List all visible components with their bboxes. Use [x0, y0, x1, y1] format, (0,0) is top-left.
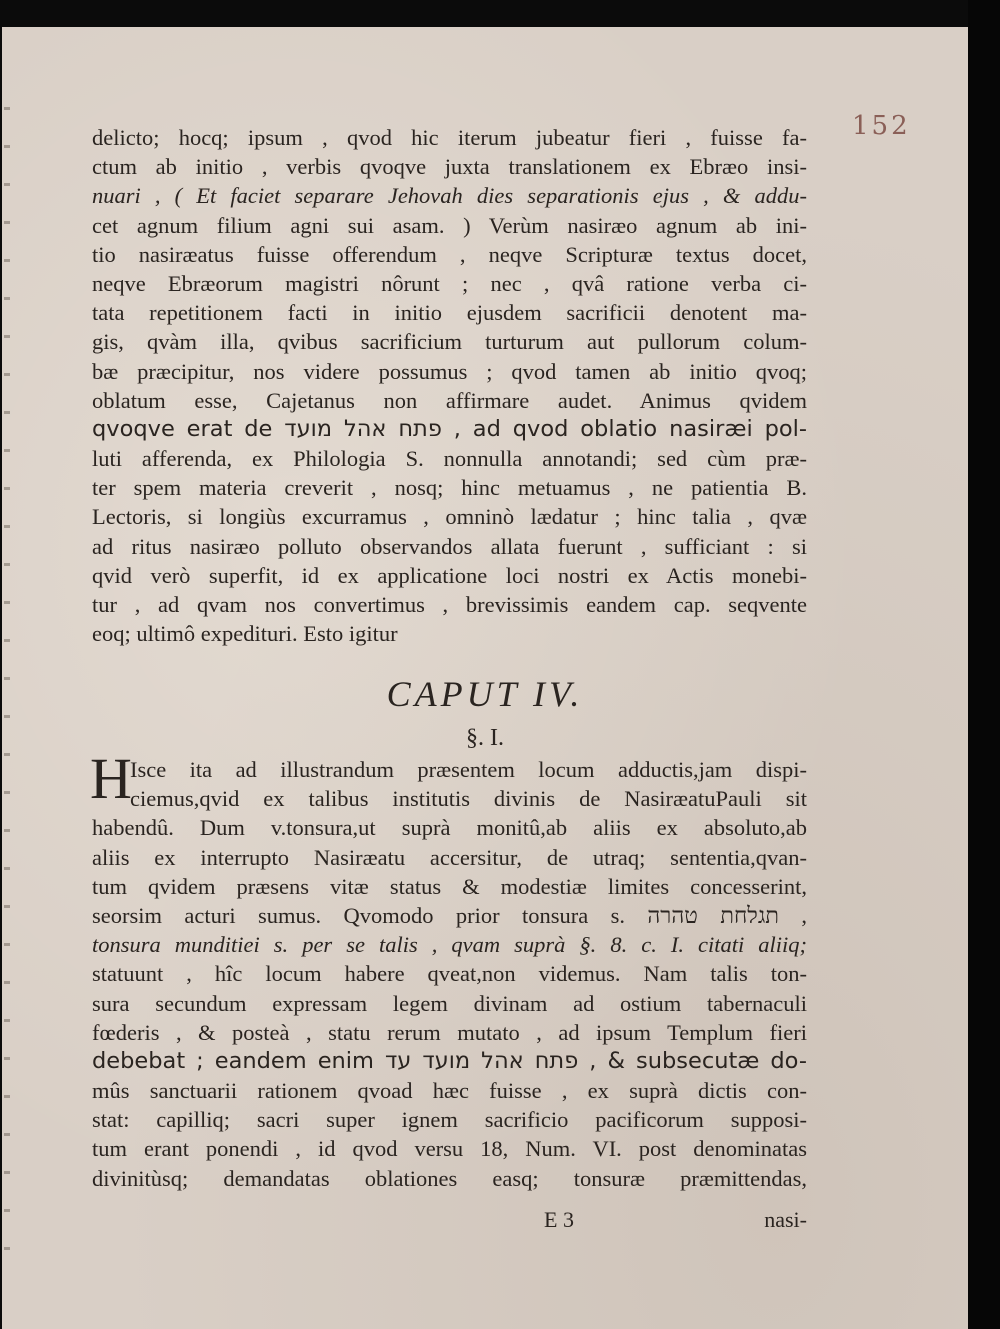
text-line: stat: capilliq; sacri super ignem sacrificio pacificorum supposi- [92, 1107, 807, 1133]
drop-cap: H [90, 746, 132, 811]
text-line: neqve Ebræorum magistri nôrunt ; nec , qvâ ratione verba ci- [92, 270, 807, 296]
text-line: ciemus,qvid ex talibus institutis divinis de NasiræatuPauli sit [130, 786, 807, 812]
text-line: fœderis , & posteà , statu rerum mutato , ad ipsum Templum fieri [92, 1019, 807, 1045]
text-line: tio nasiræatus fuisse offerendum , neqve Scripturæ textus docet, [92, 241, 807, 267]
text-line: statuunt , hîc locum habere qveat,non videmus. Nam talis ton- [92, 961, 807, 987]
text-line: eoq; ultimô expedituri. Esto igitur [92, 621, 398, 647]
page-footer [92, 1207, 807, 1237]
text-line: tur , ad qvam nos convertimus , brevissimis eandem cap. seqvente [92, 592, 807, 617]
scan-border [968, 0, 1000, 1329]
page-number-mark: 152 [852, 111, 911, 141]
text-line: luti afferenda, ex Philologia S. nonnulla annotandi; sed cùm præ- [92, 446, 807, 472]
text-line: tonsura munditiei s. per se talis , qvam suprà §. 8. c. I. citati aliiq; [92, 932, 807, 958]
text-line: qvid verò superfit, id ex applicatione loci nostri ex Actis monebi- [92, 562, 807, 588]
text-line: ad ritus nasiræo polluto observandos allata fuerunt , sufficiant : si [92, 533, 807, 559]
section-mark: §. I. [466, 725, 504, 751]
text-line: nuari , ( Et faciet separare Jehovah dies separationis ejus , & addu- [92, 183, 807, 209]
paragraph-2 [92, 755, 807, 1193]
text-line: seorsim acturi sumus. Qvomodo prior tonsura s. תגלחת טהרה , [92, 902, 807, 928]
text-line: sura secundum expressam legem divinam ad ostium tabernaculi [92, 990, 807, 1016]
catchword: nasi- [764, 1207, 807, 1232]
text-line: oblatum esse, Cajetanus non affirmare audet. Animus qvidem [92, 387, 807, 413]
text-line: delicto; hocq; ipsum , qvod hic iterum jubeatur fieri , fuisse fa- [92, 125, 807, 150]
text-line: debebat ; eandem enim פתח אהל מועד עד , & subsecutæ do- [92, 1047, 807, 1074]
text-line: Lectoris, si longiùs excurramus , omninò lædatur ; hinc talia , qvæ [92, 504, 807, 530]
text-line: ter spem materia creverit , nosq; hinc metuamus , ne patientia B. [92, 475, 807, 501]
text-line: qvoqve erat de פתח אהל מועד , ad qvod oblatio nasiræi pol- [92, 415, 807, 442]
book-page [2, 27, 968, 1329]
text-line: gis, qvàm illa, qvibus sacrificium turturum aut pullorum colum- [92, 329, 807, 355]
signature-mark: E 3 [544, 1207, 574, 1232]
text-line: bæ præcipitur, nos videre possumus ; qvod tamen ab initio qvoq; [92, 358, 807, 384]
text-line: mûs sanctuarii rationem qvoad hæc fuisse , ex suprà dictis con- [92, 1078, 807, 1104]
text-line: aliis ex interrupto Nasiræatu accersitur, de utraq; sententia,qvan- [92, 844, 807, 870]
text-line: Isce ita ad illustrandum præsentem locum adductis,jam dispi- [130, 757, 807, 782]
text-line: tum erant ponendi , id qvod versu 18, Num. VI. post denominatas [92, 1136, 807, 1162]
text-line: ctum ab initio , verbis qvoqve juxta translationem ex Ebræo insi- [92, 154, 807, 180]
text-line: tata repetitionem facti in initio ejusdem sacrificii denotent ma- [92, 300, 807, 326]
text-line: divinitùsq; demandatas oblationes easq; tonsuræ præmittendas, [92, 1165, 807, 1191]
chapter-title: CAPUT IV. [386, 674, 584, 714]
text-line: tum qvidem præsens vitæ status & modestiæ limites concesserint, [92, 873, 807, 899]
text-line: cet agnum filium agni sui asam. ) Verùm nasiræo agnum ab ini- [92, 212, 807, 238]
paragraph-1 [92, 123, 807, 648]
text-line: habendû. Dum v.tonsura,ut suprà monitû,ab aliis ex absoluto,ab [92, 815, 807, 841]
